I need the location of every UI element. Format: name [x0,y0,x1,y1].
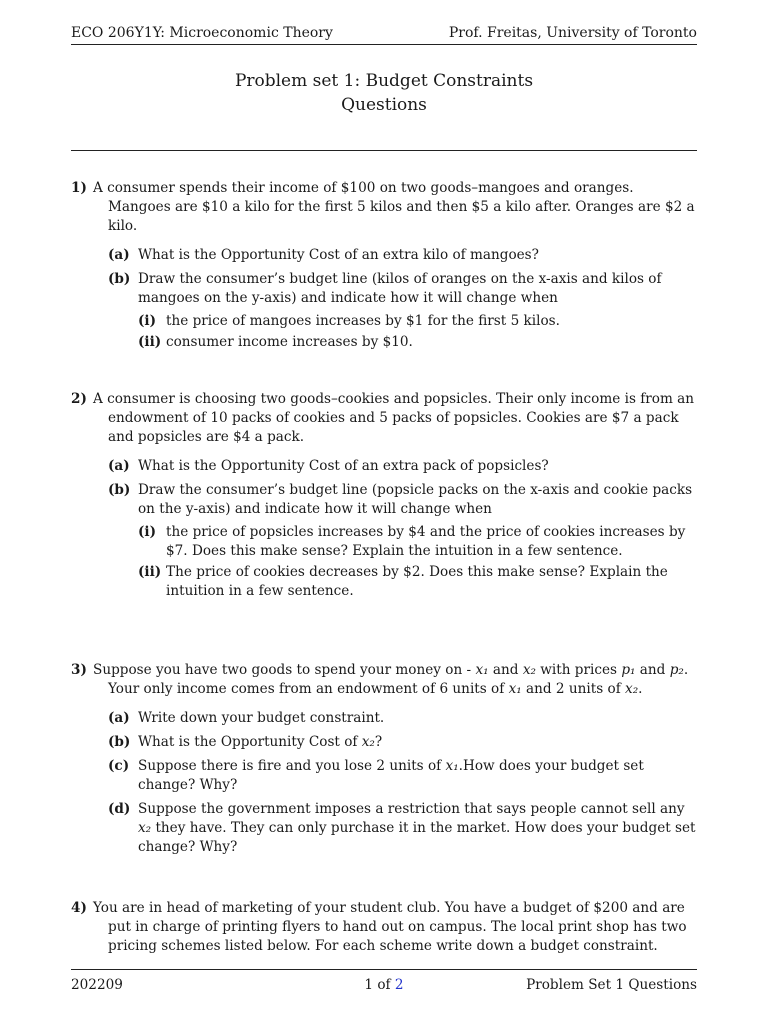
text-run: with prices [535,662,622,678]
math-x2: x₂ [625,681,639,697]
running-footer [71,975,697,995]
part-d [108,800,697,857]
subpart-text: the price of popsicles increases by $4 and the price of cookies increases by $7. Does this make sense? Explain the intuition in a few sentence. [166,524,686,559]
question-4 [71,899,697,956]
header-course: ECO 206Y1Y: Microeconomic Theory [71,25,333,41]
header-rule [71,44,697,45]
math-x2: x₂ [361,734,375,750]
text-run: Suppose you have two goods to spend your money on - [93,662,476,678]
part-b [108,270,697,352]
subpart-label: (ii) [138,564,162,580]
subpart-text: the price of mangoes increases by $1 for the first 5 kilos. [166,313,560,329]
part-text: What is the Opportunity Cost of an extra pack of popsicles? [138,458,549,474]
part-label: (a) [108,247,130,263]
math-p1: p₁ [621,662,636,678]
part-text: Draw the consumer’s budget line (popsicle packs on the x-axis and cookie packs on the y-axis) and indicate how it will change when [138,482,693,517]
math-x1: x₁ [445,758,459,774]
subpart-ii [138,563,697,601]
header-instructor: Prof. Freitas, University of Toronto [448,25,697,41]
part-label: (c) [108,758,130,774]
subpart-label: (ii) [138,334,162,350]
part-text: .How does your budget set change? Why? [138,758,644,793]
part-text: Draw the consumer’s budget line (kilos of oranges on the x-axis and kilos of mangoes on the y-axis) and indicate how it will change when [138,271,662,306]
title-rule [71,150,697,151]
text-run: . [638,681,643,697]
total-pages-link[interactable]: 2 [394,977,404,993]
page-number-text: 1 of [364,977,395,993]
text-run: and [488,662,523,678]
part-text: Write down your budget constraint. [138,710,385,726]
question-number: 3) [71,662,87,678]
part-label: (b) [108,271,131,287]
question-1 [71,179,697,352]
part-a [108,246,697,265]
subpart-label: (i) [138,313,157,329]
question-text: You are in head of marketing of your student club. You have a budget of $200 and are put in charge of printing flyers to hand out on campus. The local print shop has two pricing schemes listed below. For each scheme write down a budget constraint. [93,900,687,954]
question-number: 1) [71,180,87,196]
question-text: A consumer spends their income of $100 on two goods–mangoes and oranges. Mangoes are $10 a kilo for the first 5 kilos and then $5 a kilo after. Oranges are $2 a kilo. [93,180,695,234]
question-text [93,661,697,699]
part-text: they have. They can only purchase it in the market. How does your budget set change? Why? [138,820,696,855]
subpart-ii [138,333,697,352]
part-c [108,757,697,795]
page-title: Problem set 1: Budget Constraints [234,71,534,91]
part-label: (b) [108,482,131,498]
part-text: ? [374,734,383,750]
question-number: 2) [71,391,87,407]
math-x1: x₁ [508,681,522,697]
part-b [108,481,697,601]
text-run: and 2 units of [521,681,626,697]
text-run: and [635,662,670,678]
footer-title: Problem Set 1 Questions [526,977,697,993]
part-text: Suppose the government imposes a restriction that says people cannot sell any [138,801,685,817]
part-label: (a) [108,458,130,474]
math-x2: x₂ [522,662,536,678]
part-text: What is the Opportunity Cost of an extra kilo of mangoes? [138,247,539,263]
question-text: A consumer is choosing two goods–cookies and popsicles. Their only income is from an endowment of 10 packs of cookies and 5 packs of popsicles. Cookies are $7 a pack and popsicles are $4 a pack. [93,391,695,445]
math-p2: p₂ [669,662,684,678]
subpart-i [138,312,697,331]
part-label: (d) [108,801,131,817]
subpart-i [138,523,697,561]
subpart-text: consumer income increases by $10. [166,334,413,350]
running-header [71,22,697,44]
subpart-label: (i) [138,524,157,540]
text-run: . Your only income comes from an endowment of 6 units of [108,662,689,697]
math-x2: x₂ [138,820,152,836]
subpart-text: The price of cookies decreases by $2. Does this make sense? Explain the intuition in a few sentence. [166,564,668,599]
part-label: (a) [108,710,130,726]
question-3 [71,661,697,857]
question-2 [71,390,697,601]
page-subtitle: Questions [341,95,427,115]
part-a [108,457,697,476]
part-text: Suppose there is fire and you lose 2 units of [138,758,446,774]
part-text: What is the Opportunity Cost of [138,734,362,750]
math-x1: x₁ [475,662,489,678]
page-number [71,977,697,993]
footer-date: 202209 [71,977,123,993]
question-number: 4) [71,900,87,916]
part-a [108,709,697,728]
part-label: (b) [108,734,131,750]
footer-rule [71,969,697,970]
part-b [108,733,697,752]
